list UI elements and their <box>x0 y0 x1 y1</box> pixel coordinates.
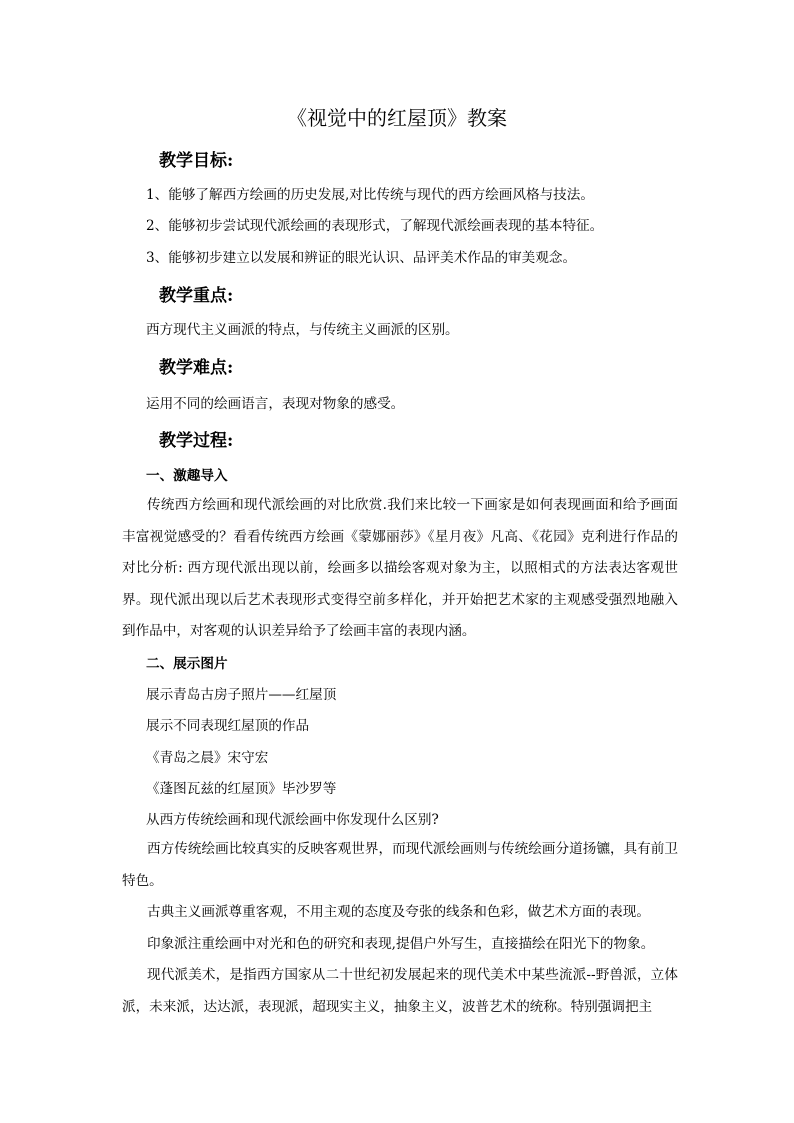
section2-line-2: 展示不同表现红屋顶的作品 <box>146 718 310 734</box>
key-points-heading: 教学重点: <box>159 286 234 306</box>
difficulties-text: 运用不同的绘画语言，表现对物象的感受。 <box>146 396 405 412</box>
section2-line-4: 《蓬图瓦兹的红屋顶》毕沙罗等 <box>146 781 337 797</box>
objective-item-1: 1、能够了解西方绘画的历史发展,对比传统与现代的西方绘画风格与技法。 <box>146 187 594 203</box>
section1-title: 一、激趣导入 <box>146 468 228 484</box>
key-points-text: 西方现代主义画派的特点，与传统主义画派的区别。 <box>146 322 459 338</box>
section2-line-1: 展示青岛古房子照片——红屋顶 <box>146 687 337 703</box>
section2-paragraph-3: 印象派注重绘画中对光和色的研究和表现,提倡户外写生，直接描绘在阳光下的物象。 <box>147 936 655 952</box>
section2-paragraph-4: 现代派美术，是指西方国家从二十世纪初发展起来的现代美术中某些流派--野兽派，立体派，未来派，达达派，表现派，超现实主义，抽象主义，波普艺术的统称。特别强调把主 <box>122 967 678 1015</box>
section2-paragraph-1: 西方传统绘画比较真实的反映客观世界，而现代派绘画则与传统绘画分道扬镳，具有前卫特色。 <box>122 841 678 889</box>
document-title: 《视觉中的红屋顶》教案 <box>287 106 507 130</box>
section1-paragraph: 传统西方绘画和现代派绘画的对比欣赏.我们来比较一下画家是如何表现画面和给予画面丰富视觉感受的？看看传统西方绘画《蒙娜丽莎》《星月夜》凡高、《花园》克利进行作品的对比分析: 西方现代派出现以前，绘画多以描绘客观对象为主，以照相式的方法表达客观世界。现代派出现以后艺术表现形式变得空前多样化，并开始把艺术家的主观感受强烈地融入到作品中，对客观的认识差异给予了绘画丰富的表现内涵。 <box>122 497 678 640</box>
difficulties-heading: 教学难点: <box>159 358 234 378</box>
objective-item-3: 3、能够初步建立以发展和辨证的眼光认识、品评美术作品的审美观念。 <box>146 250 577 266</box>
objective-item-2: 2、能够初步尝试现代派绘画的表现形式，了解现代派绘画表现的基本特征。 <box>146 218 604 234</box>
section2-line-5: 从西方传统绘画和现代派绘画中你发现什么区别? <box>146 812 439 828</box>
process-heading: 教学过程: <box>159 431 234 451</box>
section2-line-3: 《青岛之晨》宋守宏 <box>146 750 269 766</box>
section2-paragraph-2: 古典主义画派尊重客观，不用主观的态度及夸张的线条和色彩，做艺术方面的表现。 <box>147 904 650 920</box>
section2-title: 二、展示图片 <box>146 656 228 672</box>
objectives-heading: 教学目标: <box>159 151 234 171</box>
